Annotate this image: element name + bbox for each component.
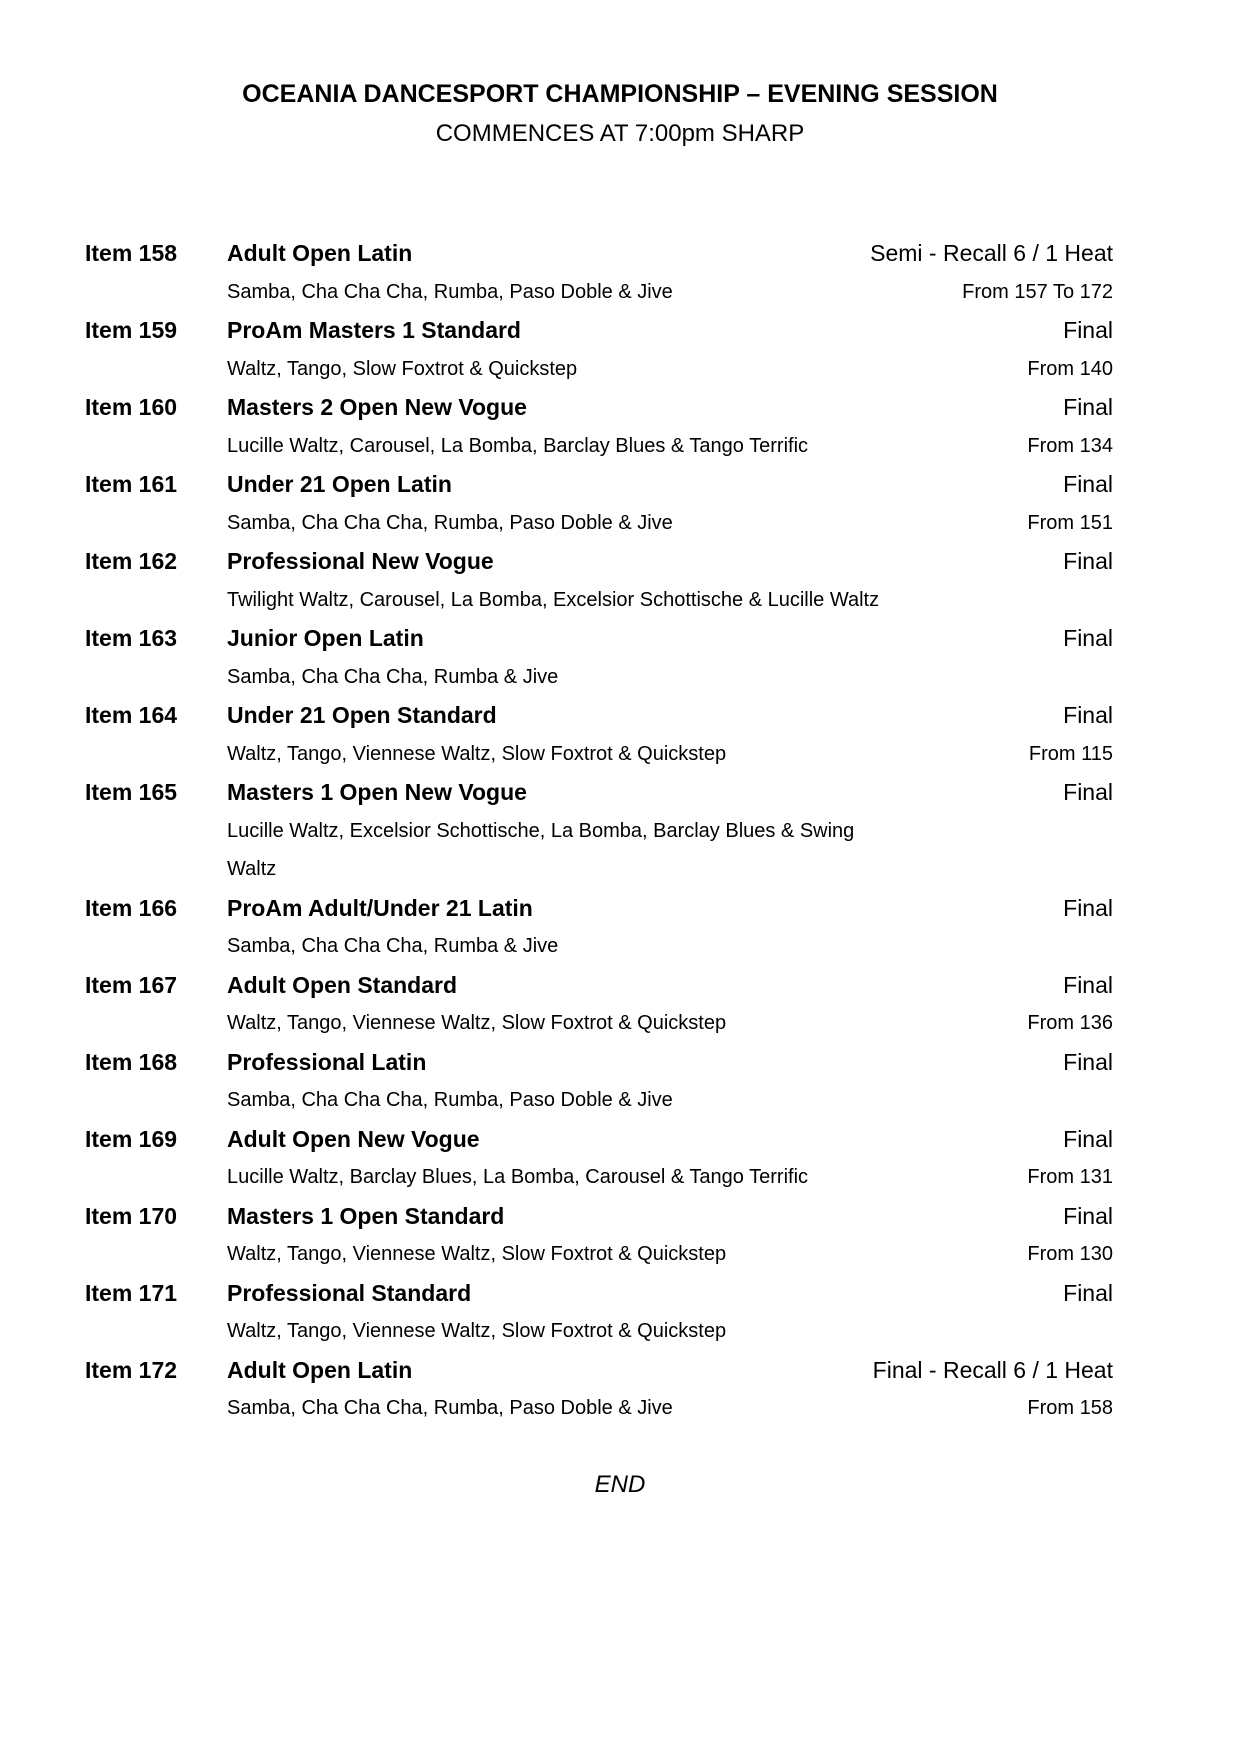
end-label: END — [594, 1470, 646, 1498]
item-dances: Lucille Waltz, Carousel, La Bomba, Barclay Blues & Tango Terrific — [227, 434, 809, 457]
item-from: From 157 To 172 — [962, 280, 1113, 303]
item-name: Professional New Vogue — [227, 548, 494, 574]
item-from: From 136 — [1027, 1012, 1113, 1034]
item-dances: Samba, Cha Cha Cha, Rumba & Jive — [227, 665, 559, 688]
item-title-row — [85, 1351, 1113, 1390]
item-from: From 115 — [1028, 742, 1113, 765]
item-dances: Waltz, Tango, Viennese Waltz, Slow Foxtrot & Quickstep — [227, 1243, 727, 1265]
item-status: Final — [1063, 1125, 1113, 1152]
item-dances-row — [85, 1158, 1113, 1197]
item-status: Final — [1063, 702, 1113, 728]
item-status: Final - Recall 6 / 1 Heat — [872, 1356, 1113, 1383]
item-name: Adult Open Latin — [227, 1356, 413, 1383]
program-item — [85, 311, 1113, 388]
item-dances: Samba, Cha Cha Cha, Rumba, Paso Doble & Jive — [227, 280, 673, 303]
item-name: ProAm Adult/Under 21 Latin — [227, 894, 533, 921]
item-dances: Samba, Cha Cha Cha, Rumba, Paso Doble & Jive — [227, 1397, 673, 1419]
item-status: Final — [1063, 1202, 1113, 1229]
item-dances-row — [85, 927, 1113, 966]
item-title-row — [85, 1274, 1113, 1313]
item-from: From 130 — [1027, 1243, 1113, 1265]
item-title-row — [85, 234, 1113, 273]
item-dances: Samba, Cha Cha Cha, Rumba, Paso Doble & Jive — [227, 511, 673, 534]
item-from: From 134 — [1027, 434, 1113, 457]
item-number: Item 168 — [85, 1048, 178, 1075]
program-item — [85, 465, 1113, 542]
item-name: Junior Open Latin — [227, 625, 424, 651]
item-from: From 158 — [1027, 1397, 1113, 1419]
item-number: Item 171 — [85, 1279, 178, 1306]
item-dances-row — [85, 581, 1113, 620]
item-name: Masters 1 Open Standard — [227, 1202, 505, 1229]
program-item — [85, 542, 1113, 619]
item-status: Final — [1063, 317, 1113, 343]
item-title-row — [85, 889, 1113, 928]
item-title-row — [85, 311, 1113, 350]
item-number: Item 162 — [85, 548, 178, 574]
item-number: Item 165 — [85, 779, 178, 805]
item-title-row — [85, 619, 1113, 658]
items-list — [85, 234, 1113, 1428]
item-name: Masters 2 Open New Vogue — [227, 394, 527, 420]
item-dances-row — [85, 1004, 1113, 1043]
item-status: Final — [1063, 394, 1113, 420]
item-dances-row — [85, 812, 1113, 889]
page-header — [0, 78, 1240, 150]
item-dances: Samba, Cha Cha Cha, Rumba, Paso Doble & Jive — [227, 1089, 673, 1111]
page-subtitle: COMMENCES AT 7:00pm SHARP — [435, 120, 805, 147]
item-title-row — [85, 966, 1113, 1005]
item-dances: Lucille Waltz, Barclay Blues, La Bomba, Carousel & Tango Terrific — [227, 1166, 809, 1188]
item-title-row — [85, 1197, 1113, 1236]
program-item — [85, 966, 1113, 1043]
item-name: Adult Open Standard — [227, 971, 457, 998]
item-title-row — [85, 388, 1113, 427]
item-status: Semi - Recall 6 / 1 Heat — [870, 240, 1113, 266]
item-number: Item 161 — [85, 471, 178, 497]
item-number: Item 166 — [85, 894, 178, 921]
item-status: Final — [1063, 471, 1113, 497]
item-from: From 131 — [1027, 1166, 1113, 1188]
item-dances: Waltz, Tango, Viennese Waltz, Slow Foxtrot & Quickstep — [227, 1320, 727, 1342]
item-dances-row — [85, 1312, 1113, 1351]
program-item — [85, 1197, 1113, 1274]
item-dances: Waltz, Tango, Viennese Waltz, Slow Foxtrot & Quickstep — [227, 1012, 727, 1034]
item-number: Item 172 — [85, 1356, 178, 1383]
item-dances-row — [85, 427, 1113, 466]
item-name: Professional Latin — [227, 1048, 427, 1075]
page-title: OCEANIA DANCESPORT CHAMPIONSHIP – EVENING SESSION — [242, 80, 998, 108]
item-status: Final — [1063, 779, 1113, 805]
item-from: From 140 — [1027, 357, 1113, 380]
item-dances: Waltz, Tango, Viennese Waltz, Slow Foxtrot & Quickstep — [227, 742, 727, 765]
program-item — [85, 696, 1113, 773]
item-dances: Waltz, Tango, Slow Foxtrot & Quickstep — [227, 357, 578, 380]
program-item — [85, 773, 1113, 889]
item-dances-row — [85, 1235, 1113, 1274]
item-dances: Lucille Waltz, Excelsior Schottische, La Bomba, Barclay Blues & Swing Waltz — [227, 819, 855, 880]
item-name: Adult Open Latin — [227, 240, 413, 266]
item-number: Item 167 — [85, 971, 178, 998]
item-title-row — [85, 542, 1113, 581]
item-dances-row — [85, 350, 1113, 389]
program-item — [85, 1351, 1113, 1428]
item-title-row — [85, 465, 1113, 504]
program-item — [85, 234, 1113, 311]
item-title-row — [85, 696, 1113, 735]
item-number: Item 159 — [85, 317, 178, 343]
program-item — [85, 889, 1113, 966]
item-dances: Samba, Cha Cha Cha, Rumba & Jive — [227, 935, 559, 957]
item-status: Final — [1063, 1279, 1113, 1306]
item-status: Final — [1063, 971, 1113, 998]
item-title-row — [85, 1120, 1113, 1159]
item-title-row — [85, 1043, 1113, 1082]
program-item — [85, 388, 1113, 465]
item-status: Final — [1063, 1048, 1113, 1075]
item-name: ProAm Masters 1 Standard — [227, 317, 521, 343]
item-dances: Twilight Waltz, Carousel, La Bomba, Excelsior Schottische & Lucille Waltz — [227, 588, 880, 611]
item-dances-row — [85, 504, 1113, 543]
item-dances-row — [85, 273, 1113, 312]
item-dances-row — [85, 1389, 1113, 1428]
item-name: Under 21 Open Standard — [227, 702, 497, 728]
item-name: Masters 1 Open New Vogue — [227, 779, 527, 805]
item-number: Item 164 — [85, 702, 178, 728]
item-number: Item 163 — [85, 625, 178, 651]
item-status: Final — [1063, 548, 1113, 574]
item-status: Final — [1063, 894, 1113, 921]
item-name: Adult Open New Vogue — [227, 1125, 480, 1152]
program-item — [85, 1120, 1113, 1197]
item-name: Under 21 Open Latin — [227, 471, 452, 497]
program-item — [85, 619, 1113, 696]
program-item — [85, 1274, 1113, 1351]
item-status: Final — [1063, 625, 1113, 651]
item-dances-row — [85, 1081, 1113, 1120]
item-number: Item 158 — [85, 240, 178, 266]
item-name: Professional Standard — [227, 1279, 472, 1306]
item-number: Item 169 — [85, 1125, 178, 1152]
item-dances-row — [85, 735, 1113, 774]
item-number: Item 160 — [85, 394, 178, 420]
item-number: Item 170 — [85, 1202, 178, 1229]
item-from: From 151 — [1027, 511, 1113, 534]
program-item — [85, 1043, 1113, 1120]
item-title-row — [85, 773, 1113, 812]
item-dances-row — [85, 658, 1113, 697]
